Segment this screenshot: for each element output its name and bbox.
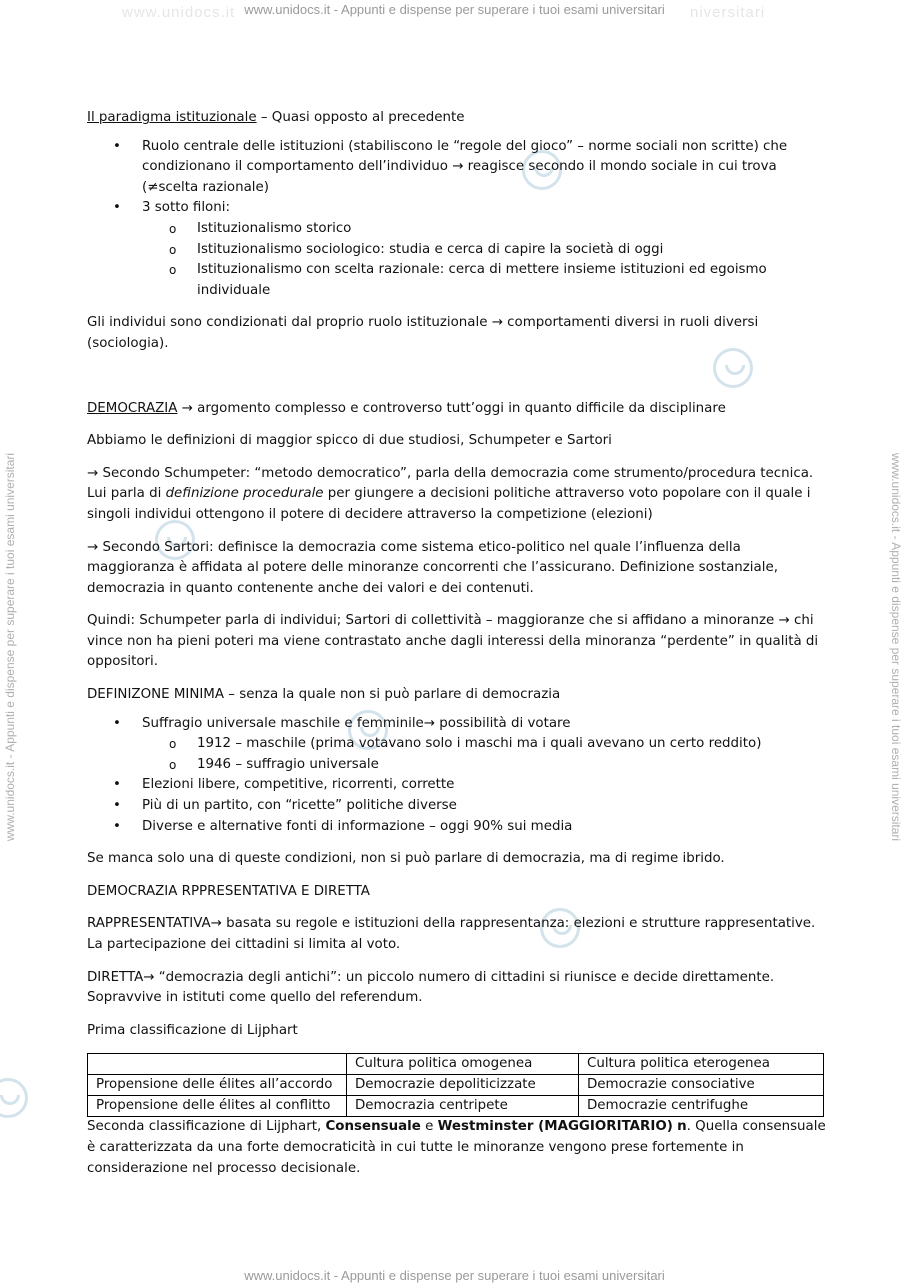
watermark-header: www.unidocs.it - Appunti e dispense per superare i tuoi esami universitari	[244, 2, 665, 17]
minima-heading: DEFINIZONE MINIMA – senza la quale non si può parlare di democrazia	[87, 687, 561, 703]
bold-term: Consensuale	[325, 1119, 421, 1135]
table-header-row	[88, 1054, 824, 1075]
table-cell: Democrazie centrifughe	[579, 1096, 824, 1117]
table-cell	[88, 1054, 347, 1075]
watermark-footer: www.unidocs.it - Appunti e dispense per superare i tuoi esami universitari	[244, 1268, 665, 1283]
document-body	[87, 108, 827, 1191]
watermark-side-left: www.unidocs.it - Appunti e dispense per superare i tuoi esami universitari	[3, 452, 17, 842]
table-row	[88, 1075, 824, 1096]
paradigma-heading: Il paradigma istituzionale	[87, 110, 257, 125]
sub-list-item: o Istituzionalismo con scelta razionale: cerca di mettere insieme istituzioni ed egoismo individuale	[142, 260, 827, 301]
sub-list-item: o Istituzionalismo storico	[142, 219, 827, 240]
table-cell: Cultura politica omogenea	[347, 1054, 579, 1075]
paradigma-heading-tail: – Quasi opposto al precedente	[256, 110, 465, 125]
seconda-paragraph	[87, 1117, 827, 1179]
list-item	[87, 714, 827, 776]
list-item: • Ruolo centrale delle istituzioni (stabiliscono le “regole del gioco” – norme sociali non scritte) che condizionano il comportamento dell’individuo → reagisce secondo il mondo sociale in cui trova (≠scelta razionale)	[87, 137, 827, 199]
list-item	[87, 198, 827, 301]
paragraph: DIRETTA→ “democrazia degli antichi”: un piccolo numero di cittadini si riunisce e decide direttamente. Sopravvive in istituti come quello del referendum.	[87, 969, 775, 1006]
sartori-paragraph: → Secondo Sartori: definisce la democrazia come sistema etico-politico nel quale l’influenza della maggioranza è affidata al potere delle minoranze concorrenti che l’assicurano. Definizione sostanziale, democrazia in quanto contenente anche dei valori e dei contenuti.	[87, 539, 778, 596]
sub-list-item: o Istituzionalismo sociologico: studia e cerca di capire la società di oggi	[142, 240, 827, 261]
table-cell: Propensione delle élites al conflitto	[88, 1096, 347, 1117]
democrazia-heading-tail: → argomento complesso e controverso tutt’oggi in quanto difficile da disciplinare	[177, 400, 726, 416]
paradigma-summary: Gli individui sono condizionati dal proprio ruolo istituzionale → comportamenti diversi in ruoli diversi (sociologia).	[87, 315, 759, 351]
list-item: • Diverse e alternative fonti di informazione – oggi 90% sui media	[87, 817, 827, 838]
table-cell: Democrazie consociative	[579, 1075, 824, 1096]
list-item-label: 3 sotto filoni:	[142, 200, 230, 216]
text-span: → Secondo Schumpeter: “metodo democratico”, parla della democrazia come strumento/procedura tecnica. Lui parla di	[87, 465, 814, 502]
text-span: . Quella consensuale è caratterizzata da una forte democraticità in cui tutte le minoranze vengono prese fortemente in considerazione nel processo decisionale.	[87, 1119, 826, 1176]
paradigma-title-line	[87, 108, 827, 129]
table-cell: Cultura politica eterogenea	[579, 1054, 824, 1075]
text-span: e	[420, 1119, 438, 1135]
sub-list	[142, 734, 827, 775]
paragraph: RAPPRESENTATIVA→ basata su regole e istituzioni della rappresentanza: elezioni e strutture rappresentative. La partecipazione dei cittadini si limita al voto.	[87, 916, 816, 952]
sub-list-item: o 1946 – suffragio universale	[142, 755, 827, 776]
lijphart-table	[87, 1053, 824, 1117]
rappr-heading: DEMOCRAZIA RPPRESENTATIVA E DIRETTA	[87, 883, 370, 899]
italic-term: definizione procedurale	[165, 486, 324, 502]
democrazia-title-line	[87, 399, 827, 420]
sub-list	[142, 219, 827, 301]
table-cell: Democrazie depoliticizzate	[347, 1075, 579, 1096]
schumpeter-paragraph	[87, 464, 827, 526]
text-span: Seconda classificazione di Lijphart,	[87, 1119, 326, 1135]
democrazia-heading: DEMOCRAZIA	[87, 400, 178, 416]
watermark-ghost-right: niversitari	[690, 4, 766, 21]
minima-bullets	[87, 714, 827, 838]
table-row	[88, 1096, 824, 1117]
text-span: per giungere a decisioni politiche attraverso voto popolare con il quale i singoli individui ottengono il potere di decidere attraverso la competizione (elezioni)	[87, 486, 811, 522]
list-item: • Elezioni libere, competitive, ricorrenti, corrette	[87, 775, 827, 796]
paragraph: Se manca solo una di queste condizioni, non si può parlare di democrazia, ma di regime ibrido.	[87, 851, 725, 867]
sub-list-item: o 1912 – maschile (prima votavano solo i maschi ma i quali avevano un certo reddito)	[142, 734, 827, 755]
bold-term: Westminster (MAGGIORITARIO)	[437, 1119, 673, 1135]
table-cell: Propensione delle élites all’accordo	[88, 1075, 347, 1096]
unidocs-logo-icon	[0, 1078, 28, 1118]
list-item: • Più di un partito, con “ricette” politiche diverse	[87, 796, 827, 817]
table-cell: Democrazia centripete	[347, 1096, 579, 1117]
bold-term: n	[677, 1119, 687, 1135]
watermark-ghost-left: www.unidocs.it	[122, 4, 236, 21]
list-item-label: Suffragio universale maschile e femminile→ possibilità di votare	[142, 715, 571, 731]
lijphart-caption: Prima classificazione di Lijphart	[87, 1022, 298, 1038]
paragraph: Abbiamo le definizioni di maggior spicco di due studiosi, Schumpeter e Sartori	[87, 433, 612, 449]
paradigma-bullets	[87, 137, 827, 302]
watermark-side-right: www.unidocs.it - Appunti e dispense per superare i tuoi esami universitari	[889, 452, 903, 842]
paragraph: Quindi: Schumpeter parla di individui; Sartori di collettività – maggioranze che si affidano a minoranze → chi vince non ha pieni poteri ma viene contrastato anche dagli interessi della minoranza “perdente” in qualità di oppositori.	[87, 613, 819, 670]
